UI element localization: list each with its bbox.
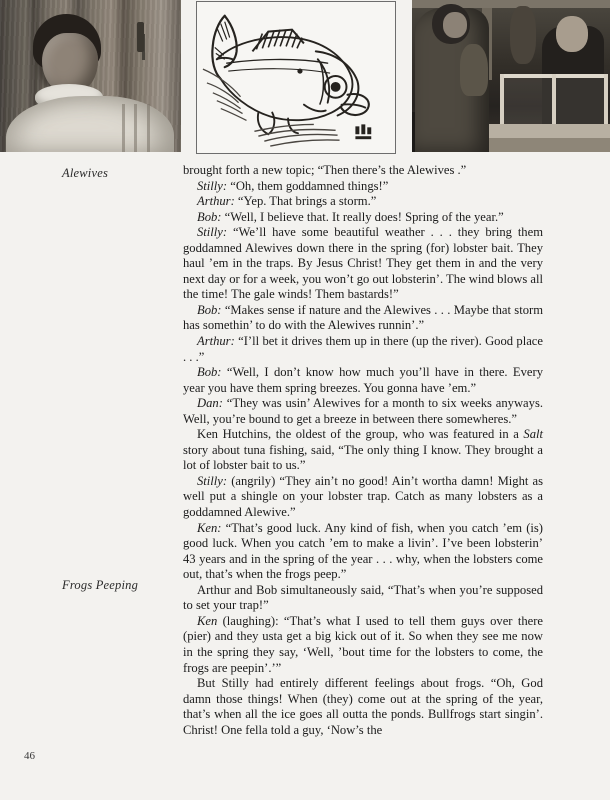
paragraph [183,396,543,427]
workbench-edge [468,138,610,152]
worker-left-face [443,12,467,38]
sweater-fold [134,104,137,152]
paragraph-text: “That’s good luck. Any kind of fish, when you catch ’em (is) good luck. When you catch ’em to make a livin’. I’ve been lobsterin’ 43 years and in the spring of the year . . . why, when the lobsters come out, that’s when the frogs peep.” [183,520,543,582]
paragraph [183,303,543,334]
paragraph-text: brought forth a new topic; “Then there’s the Alewives .” [183,163,467,177]
trap-upright [552,74,556,128]
paragraph-text: story about tuna fishing, said, “The only thing I know. They brought a lot of lobster bait to us.” [183,442,543,473]
hanging-gear [510,6,536,64]
speaker-label: Stilly: [197,225,228,240]
trap-upright [604,74,608,128]
speaker-label: Ken [197,613,218,628]
paragraph-text: (laughing): “That’s what I used to tell them guys over there (pier) and they usta get a big kick out of it. So when they see me now in the spring they say, ‘Well, ’bout time for the lobsters to come, the frogs are peepin’.’” [183,613,543,675]
paragraph-ken-hutchins [183,427,543,474]
speaker-label: Bob: [197,302,222,317]
body-text-column [183,163,543,738]
paragraph-text: “Yep. That brings a storm.” [234,194,377,209]
speaker-label: Ken: [197,520,222,535]
sweater-fold [147,104,150,152]
speaker-label: Arthur: [197,334,235,349]
page-number: 46 [24,750,35,762]
speaker-label: Stilly: [197,473,228,488]
paragraph [183,614,543,676]
alewife-fish-drawing [197,2,395,153]
paragraph [183,225,543,303]
paragraph-text: Arthur and Bob simultaneously said, “That’s when you’re supposed to set your trap!” [183,582,543,613]
paragraph-text: “Well, I don’t know how much you’ll have in there. Every year you have them spring breezes. You gonna have ’em.” [183,365,543,395]
publication-name: Salt [523,427,543,442]
speaker-label: Arthur: [197,194,235,209]
illustration-alewife-fish [196,1,396,154]
speaker-label: Stilly: [197,178,228,193]
paragraph [183,583,543,614]
paragraph-text: “Oh, them goddamned things!” [227,178,389,193]
paragraph [183,163,543,179]
speaker-label: Bob: [197,365,222,380]
speaker-label: Dan: [197,396,223,411]
paragraph [183,194,543,210]
trap-upright [500,74,504,128]
door-latch-detail [137,22,144,52]
paragraph-text: (angrily) “They ain’t no good! Ain’t wortha damn! Might as well put a shingle on your lobster trap. Catch as many lobsters as a goddamned Alewive.” [183,473,543,520]
paragraph-text: “They was usin’ Alewives for a month to six weeks anyways. Well, you’re bound to get a breeze in between there somewheres.” [183,396,543,426]
paragraph [183,676,543,738]
worker-left-arm [460,44,488,96]
paragraph [183,474,543,521]
speaker-label: Bob: [197,209,222,224]
paragraph [183,179,543,195]
paragraph-text: “I’ll bet it drives them up in there (up the river). Good place . . .” [183,334,543,364]
paragraph-text: “We’ll have some beautiful weather . . . they bring them goddamned Alewives down there in the spring (for) lobster bait. They haul ’em in the traps. By Jesus Christ! They get them in and the very next day or for a week, you won’t go out lobsterin’. The wind blows all the time! The gale winds! Them bastards!” [183,225,543,302]
paragraph [183,365,543,396]
paragraph-text: Ken Hutchins, the oldest of the group, who was featured in a [197,427,524,442]
paragraph [183,521,543,583]
paragraph [183,334,543,365]
sweater-fold [122,104,125,152]
header-image-strip [0,0,610,156]
margin-note-frogs-peeping: Frogs Peeping [62,578,139,592]
worker-right-head [556,16,588,52]
paragraph [183,210,543,226]
paragraph-text: “Well, I believe that. It really does! Spring of the year.” [221,209,504,224]
paragraph-text: But Stilly had entirely different feelings about frogs. “Oh, God damn those things! When (they) come out at the spring of the year, that’s when all the ice goes all outta the ponds. Bullfrogs start singin’. Christ! One fella told a guy, ‘Now’s the [183,676,543,737]
paragraph-text: “Makes sense if nature and the Alewives . . . Maybe that storm has somethin’ to do with the Alewives runnin’.” [183,302,543,333]
photo-man-portrait [0,0,181,152]
photo-workshop-lobster-trap [412,0,610,152]
margin-note-alewives: Alewives [62,166,109,180]
